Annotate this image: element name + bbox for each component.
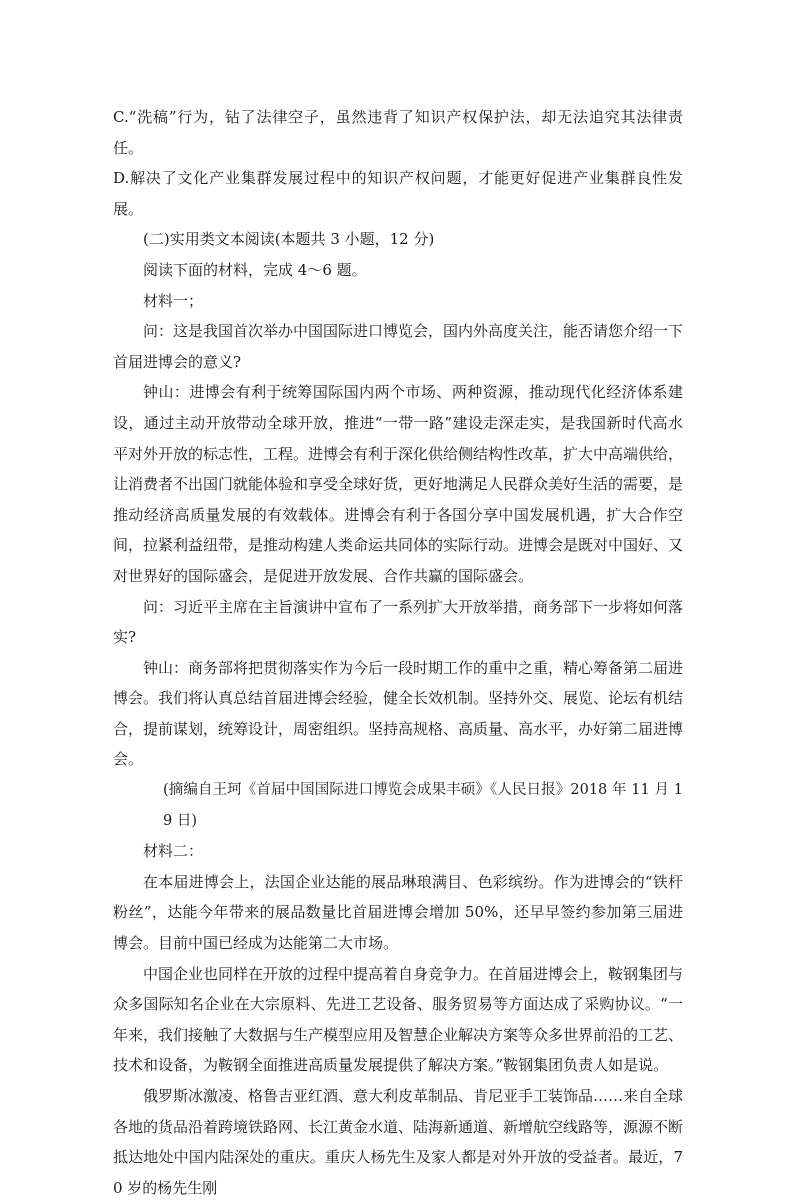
material-two-paragraph-2: 中国企业也同样在开放的过程中提高着自身竞争力。在首届进博会上，鞍钢集团与众多国际知名企业在大宗原料、先进工艺设备、服务贸易等方面达成了采购协议。“一年来，我们接触了大数据与生产模型应用及智慧企业解决方案等众多世界前沿的工艺、技术和设备，为鞍钢全面推进高质量发展提供了解决方案。”鞍钢集团负责人如是说。: [113, 964, 684, 1075]
answer-two-paragraph: 钟山：商务部将把贯彻落实作为今后一段时期工作的重中之重，精心筹备第二届进博会。我们将认真总结首届进博会经验，健全长效机制。坚持外交、展览、论坛有机结合，提前谋划，统筹设计，周密组织。坚持高规格、高质量、高水平，办好第二届进博会。: [113, 658, 684, 769]
material-two-paragraph-1: 在本届进博会上，法国企业达能的展品琳琅满目、色彩缤纷。作为进博会的“铁杆粉丝”，达能今年带来的展品数量比首届进博会增加 50%，还早早签约参加第三届进博会。目前中国已经成为达能第二大市场。: [113, 872, 683, 953]
section-title: (二)实用类文本阅读(本题共 3 小题，12 分): [143, 230, 435, 249]
material-one-label: 材料一；: [143, 291, 204, 310]
material-two-paragraph-3: 俄罗斯冰激凌、格鲁吉亚红酒、意大利皮革制品、肯尼亚手工装饰品……来自全球各地的货品沿着跨境铁路网、长江黄金水道、陆海新通道、新增航空线路等，源源不断抵达地处中国内陆深处的重庆。重庆人杨先生及家人都是对外开放的受益者。最近，70 岁的杨先生刚: [113, 1087, 684, 1197]
document-body: [113, 102, 683, 1203]
question-one-paragraph: 问：这是我国首次举办中国国际进口博览会，国内外高度关注，能否请您介绍一下首届进博会的意义?: [113, 322, 684, 371]
option-d-paragraph: D.解决了文化产业集群发展过程中的知识产权问题，才能更好促进产业集群良性发展。: [113, 169, 683, 218]
answer-one-paragraph: 钟山：进博会有利于统筹国际国内两个市场、两种资源，推动现代化经济体系建设，通过主动开放带动全球开放，推进“一带一路”建设走深走实，是我国新时代高水平对外开放的标志性，工程。进博会有利于深化供给侧结构性改革，扩大中高端供给，让消费者不出国门就能体验和享受全球好货，更好地满足人民群众美好生活的需要，是推动经济高质量发展的有效载体。进博会有利于各国分享中国发展机遇，扩大合作空间，拉紧利益纽带，是推动构建人类命运共同体的实际行动。进博会是既对中国好、又对世界好的国际盛会，是促进开放发展、合作共赢的国际盛会。: [113, 383, 684, 585]
option-c-paragraph: C.“洗稿”行为，钻了法律空子，虽然违背了知识产权保护法，却无法追究其法律责任。: [113, 108, 683, 157]
source-citation: (摘编自王珂《首届中国国际进口博览会成果丰硕》《人民日报》2018 年 11 月 19 日): [163, 782, 683, 829]
question-two-paragraph: 问：习近平主席在主旨演讲中宣布了一系列扩大开放举措，商务部下一步将如何落实?: [113, 597, 684, 647]
instruction-paragraph: 阅读下面的材料，完成 4～6 题。: [143, 260, 367, 279]
material-two-label: 材料二：: [143, 842, 204, 861]
